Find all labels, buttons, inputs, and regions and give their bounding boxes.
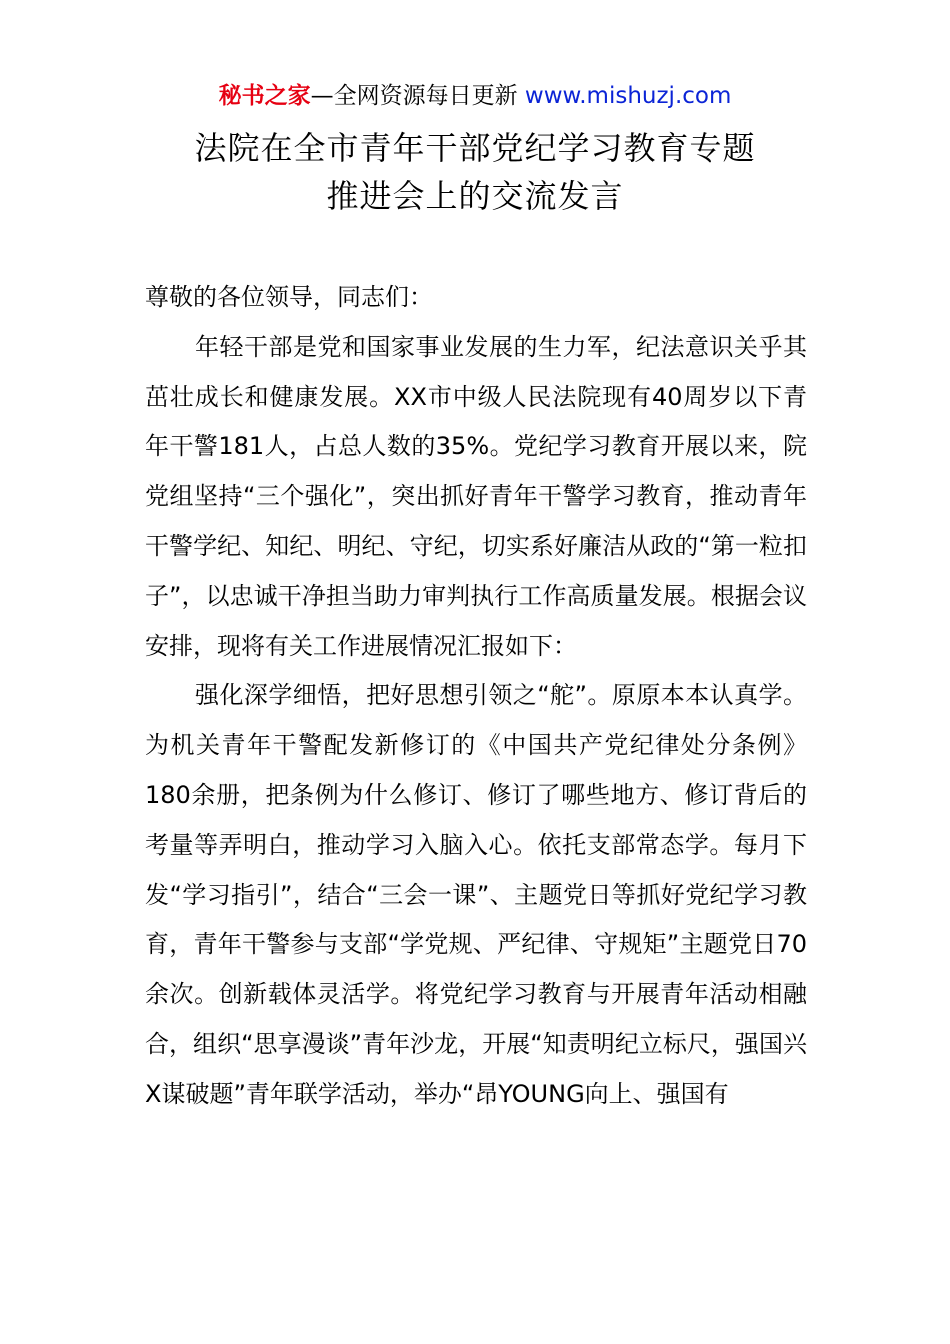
title-line-1: 法院在全市青年干部党纪学习教育专题 xyxy=(194,129,756,167)
document-body xyxy=(145,273,807,1120)
header-tagline: —全网资源每日更新 xyxy=(310,83,525,109)
site-header xyxy=(0,80,950,112)
paragraph-section-1: 强化深学细悟，把好思想引领之“舵”。原原本本认真学。为机关青年干警配发新修订的《中国共产党纪律处分条例》180余册，把条例为什么修订、修订了哪些地方、修订背后的考量等弄明白，推动学习入脑入心。依托支部常态学。每月下发“学习指引”，结合“三会一课”、主题党日等抓好党纪学习教育，青年干警参与支部“学党规、严纪律、守规矩”主题党日70余次。创新载体灵活学。将党纪学习教育与开展青年活动相融合，组织“思享漫谈”青年沙龙，开展“知责明纪立标尺，强国兴X谋破题”青年联学活动，举办“昂YOUNG向上、强国有 xyxy=(145,681,807,1108)
document-title xyxy=(0,124,950,220)
paragraph-intro: 年轻干部是党和国家事业发展的生力军，纪法意识关乎其茁壮成长和健康发展。XX市中级人民法院现有40周岁以下青年干警181人，占总人数的35%。党纪学习教育开展以来，院党组坚持“三个强化”，突出抓好青年干警学习教育，推动青年干警学纪、知纪、明纪、守纪，切实系好廉洁从政的“第一粒扣子”，以忠诚干净担当助力审判执行工作高质量发展。根据会议安排，现将有关工作进展情况汇报如下： xyxy=(145,332,807,660)
site-url-link[interactable]: www.mishuzj.com xyxy=(524,83,732,109)
salutation: 尊敬的各位领导，同志们： xyxy=(145,283,433,311)
brand-name: 秘书之家 xyxy=(218,83,311,109)
title-line-2: 推进会上的交流发言 xyxy=(326,177,624,215)
